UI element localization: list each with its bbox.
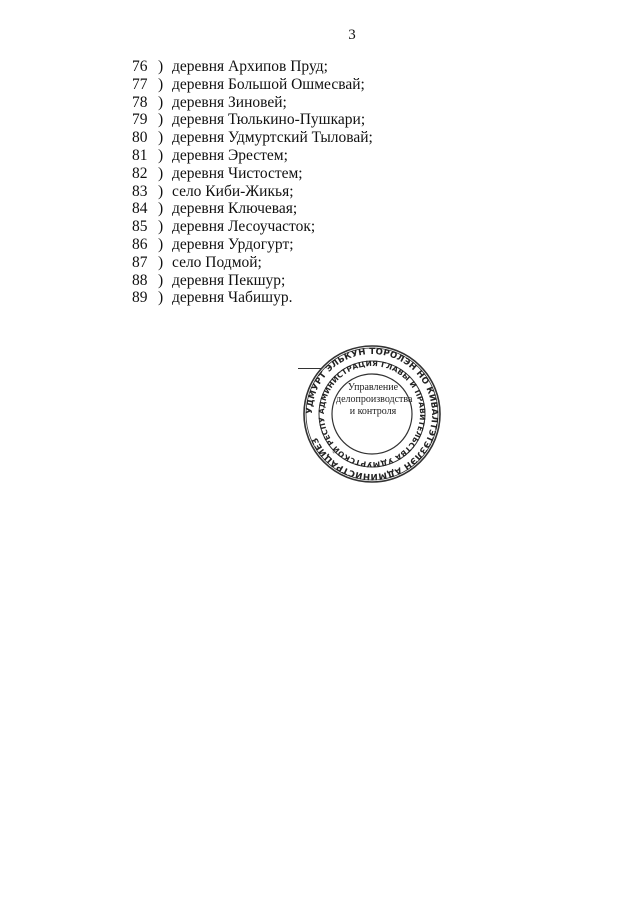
item-number: 78: [132, 93, 148, 111]
list-item: [132, 218, 373, 236]
item-number: 85: [132, 218, 148, 236]
list-item: [132, 111, 373, 129]
item-number: 84: [132, 200, 148, 218]
item-paren: ): [158, 218, 164, 236]
list-item: [132, 129, 373, 147]
seal-outer-text: УДМУРТ ЭЛЬКУН ТОРОЛЭН НО КИВАЛТЭТЭЗЛЭН АДМИНИСТРАЦИЕЗ: [304, 346, 440, 482]
item-paren: ): [158, 75, 164, 93]
item-paren: ): [158, 182, 164, 200]
item-text: деревня Зиновей;: [172, 93, 287, 111]
list-item: [132, 272, 373, 290]
item-text: село Киби-Жикья;: [172, 182, 294, 200]
list-item: [132, 147, 373, 165]
item-paren: ): [158, 164, 164, 182]
item-text: деревня Лесоучасток;: [172, 218, 316, 236]
item-paren: ): [158, 146, 164, 164]
item-number: 83: [132, 182, 148, 200]
item-text: деревня Чистостем;: [172, 164, 303, 182]
seal-center-text: [336, 382, 413, 418]
item-paren: ): [158, 235, 164, 253]
item-number: 76: [132, 58, 148, 75]
item-paren: ): [158, 271, 164, 289]
item-paren: ): [158, 289, 164, 307]
item-number: 77: [132, 75, 148, 93]
item-number: 88: [132, 271, 148, 289]
item-paren: ): [158, 200, 164, 218]
list-item: [132, 58, 373, 76]
list-item: [132, 183, 373, 201]
seal-inner-text: АДМИНИСТРАЦИЯ ГЛАВЫ И ПРАВИТЕЛЬСТВА УДМУРТСКОЙ РЕСПУ: [316, 358, 428, 470]
item-text: деревня Тюлькино-Пушкари;: [172, 111, 366, 129]
list-item: [132, 254, 373, 272]
item-paren: ): [158, 129, 164, 147]
list-item: [132, 289, 373, 307]
item-text: село Подмой;: [172, 253, 262, 271]
list-item: [132, 200, 373, 218]
item-number: 87: [132, 253, 148, 271]
page-number: 3: [348, 27, 356, 43]
list-item: [132, 94, 373, 112]
seal-center-line-3: и контроля: [349, 406, 397, 417]
settlement-list: [132, 58, 373, 307]
seal-center-line-2: делопроизводства: [336, 394, 413, 405]
item-number: 81: [132, 146, 148, 164]
item-text: деревня Урдогурт;: [172, 235, 294, 253]
item-number: 80: [132, 129, 148, 147]
item-text: деревня Эрестем;: [172, 146, 288, 164]
item-number: 82: [132, 164, 148, 182]
item-number: 89: [132, 289, 148, 307]
item-text: деревня Чабишур.: [172, 289, 293, 307]
item-text: деревня Архипов Пруд;: [172, 58, 328, 75]
official-seal: [302, 344, 442, 484]
item-paren: ): [158, 58, 164, 75]
item-number: 79: [132, 111, 148, 129]
item-text: деревня Ключевая;: [172, 200, 298, 218]
list-item: [132, 76, 373, 94]
list-item: [132, 165, 373, 183]
item-paren: ): [158, 93, 164, 111]
seal-center-line-1: Управление: [347, 382, 399, 393]
item-text: деревня Удмуртский Тыловай;: [172, 129, 373, 147]
item-number: 86: [132, 235, 148, 253]
item-text: деревня Большой Ошмесвай;: [172, 75, 365, 93]
item-paren: ): [158, 253, 164, 271]
list-item: [132, 236, 373, 254]
item-paren: ): [158, 111, 164, 129]
item-text: деревня Пекшур;: [172, 271, 286, 289]
